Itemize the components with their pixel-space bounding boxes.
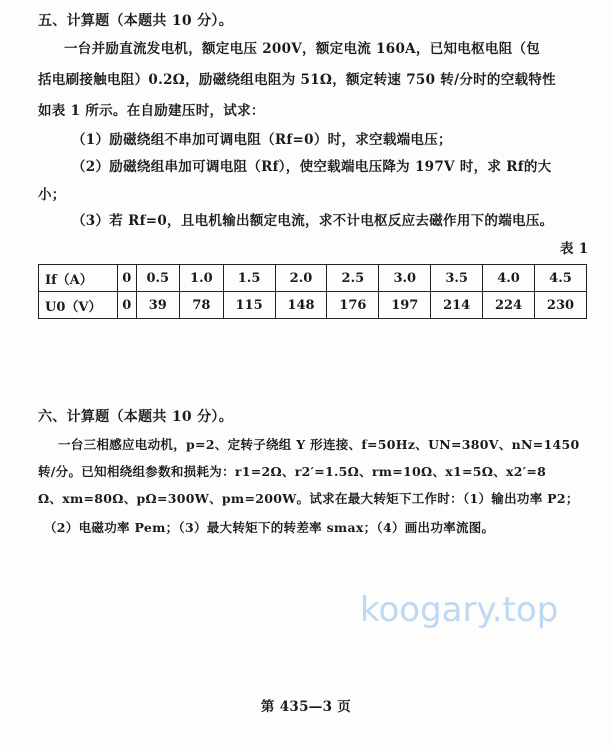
table-caption: 表 1 bbox=[560, 241, 589, 257]
watermark: koogary.top bbox=[360, 590, 559, 630]
table-cell: 197 bbox=[379, 292, 431, 319]
table-cell: 115 bbox=[223, 292, 275, 319]
table-cell: 4.0 bbox=[483, 265, 535, 292]
section6-line: （2）电磁功率 Pem；（3）最大转矩下的转差率 smax；（4）画出功率流图。 bbox=[44, 520, 495, 535]
no-load-characteristic-table bbox=[38, 264, 587, 319]
section5-heading: 五、计算题（本题共 10 分）。 bbox=[38, 13, 234, 29]
table-cell: 176 bbox=[327, 292, 379, 319]
section5-line: （1）励磁绕组不串加可调电阻（Rf=0）时，求空载端电压； bbox=[72, 132, 452, 148]
section5-line: 括电刷接触电阻）0.2Ω，励磁绕组电阻为 51Ω，额定转速 750 转/分时的空载特性 bbox=[38, 72, 556, 88]
table-cell: 4.5 bbox=[534, 265, 586, 292]
table-row bbox=[39, 265, 587, 292]
table-cell: 2.5 bbox=[327, 265, 379, 292]
table-cell: 1.5 bbox=[223, 265, 275, 292]
section5-line: 一台并励直流发电机，额定电压 200V，额定电流 160A，已知电枢电阻（包 bbox=[64, 41, 541, 57]
table-cell: 230 bbox=[534, 292, 586, 319]
section5-line: （3）若 Rf=0，且电机输出额定电流，求不计电枢反应去磁作用下的端电压。 bbox=[72, 213, 554, 229]
section6-line: Ω、xm=80Ω、pΩ=300W、pm=200W。试求在最大转矩下工作时：（1）输出功率 P2； bbox=[38, 491, 579, 506]
section5-line: 小； bbox=[38, 187, 66, 203]
table-row bbox=[39, 292, 587, 319]
table-cell: 214 bbox=[431, 292, 483, 319]
table-cell: 0 bbox=[118, 292, 137, 319]
table-cell: 3.5 bbox=[431, 265, 483, 292]
table-cell: 224 bbox=[483, 292, 535, 319]
section5-line: 如表 1 所示。在自励建压时，试求： bbox=[38, 103, 265, 119]
table-cell: 2.0 bbox=[275, 265, 327, 292]
section6-line: 一台三相感应电动机，p=2、定转子绕组 Y 形连接、f=50Hz、UN=380V、nN=1450 bbox=[58, 437, 580, 452]
table-cell: 3.0 bbox=[379, 265, 431, 292]
section6-line: 转/分。已知相绕组参数和损耗为：r1=2Ω、r2′=1.5Ω、rm=10Ω、x1=5Ω、x2′=8 bbox=[38, 464, 547, 479]
table-cell: 1.0 bbox=[180, 265, 224, 292]
table-cell: 0 bbox=[118, 265, 137, 292]
table-cell: 78 bbox=[180, 292, 224, 319]
table-cell: 39 bbox=[136, 292, 180, 319]
section6-heading: 六、计算题（本题共 10 分）。 bbox=[38, 409, 234, 425]
table-cell: 148 bbox=[275, 292, 327, 319]
section5-line: （2）励磁绕组串加可调电阻（Rf），使空载端电压降为 197V 时，求 Rf的大 bbox=[72, 159, 552, 175]
row-label: If（A） bbox=[39, 265, 118, 292]
table-cell: 0.5 bbox=[136, 265, 180, 292]
page-footer: 第 435—3 页 bbox=[260, 699, 352, 715]
row-label: U0（V） bbox=[39, 292, 118, 319]
